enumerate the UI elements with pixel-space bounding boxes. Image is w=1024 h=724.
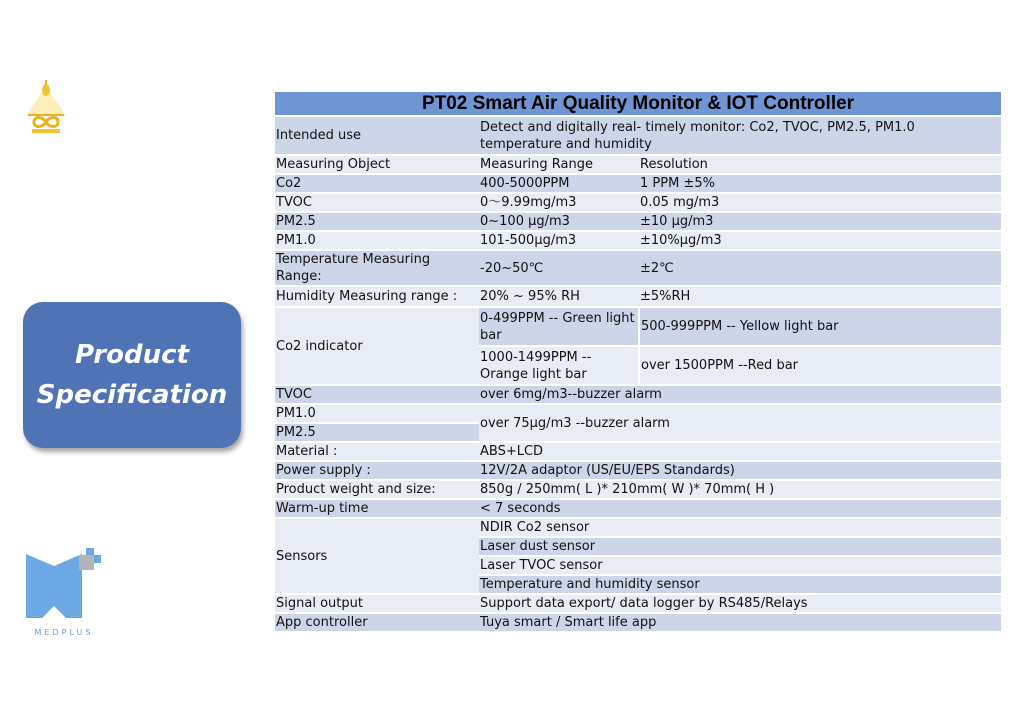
specification-table [275, 92, 1001, 633]
co2-level-green: 0-499PPM -- Green light bar [479, 307, 639, 346]
row-label: TVOC [275, 385, 479, 404]
row-value: Detect and digitally real- timely monitor: Co2, TVOC, PM2.5, PM1.0 temperature and humidity [479, 116, 1001, 155]
co2-level-yellow: 500-999PPM -- Yellow light bar [639, 307, 1001, 346]
badge-line-1: Product [75, 340, 189, 370]
row-label: Sensors [275, 518, 479, 594]
row-resolution: 0.05 mg/m3 [639, 193, 1001, 212]
sensor-item: Temperature and humidity sensor [479, 575, 1001, 594]
row-resolution: ±5%RH [639, 286, 1001, 307]
row-resolution: ±2℃ [639, 250, 1001, 286]
column-header-range: Measuring Range [479, 155, 639, 174]
row-range: 0～9.99mg/m3 [479, 193, 639, 212]
table-row-co2-indicator-1 [275, 307, 1001, 346]
row-range: 400-5000PPM [479, 174, 639, 193]
column-header-resolution: Resolution [639, 155, 1001, 174]
table-row-weight-size [275, 480, 1001, 499]
row-label: Product weight and size: [275, 480, 479, 499]
row-label: PM1.0 [275, 404, 479, 423]
table-row-app-controller [275, 613, 1001, 632]
sensor-item: Laser TVOC sensor [479, 556, 1001, 575]
row-resolution: ±10 µg/m3 [639, 212, 1001, 231]
co2-level-red: over 1500PPM --Red bar [639, 346, 1001, 385]
row-label: Signal output [275, 594, 479, 613]
table-row-warmup [275, 499, 1001, 518]
row-label: App controller [275, 613, 479, 632]
row-label: Material : [275, 442, 479, 461]
row-label: TVOC [275, 193, 479, 212]
table-row-material [275, 442, 1001, 461]
row-value: Support data export/ data logger by RS485/Relays [479, 594, 1001, 613]
row-range: 101-500µg/m3 [479, 231, 639, 250]
row-label: Humidity Measuring range : [275, 286, 479, 307]
table-row-temperature [275, 250, 1001, 286]
row-value: Tuya smart / Smart life app [479, 613, 1001, 632]
sensor-item: Laser dust sensor [479, 537, 1001, 556]
table-row-measure-header [275, 155, 1001, 174]
row-label: Warm-up time [275, 499, 479, 518]
row-label: PM2.5 [275, 212, 479, 231]
co2-level-orange: 1000-1499PPM -- Orange light bar [479, 346, 639, 385]
sensor-item: NDIR Co2 sensor [479, 518, 1001, 537]
row-range: -20~50℃ [479, 250, 639, 286]
table-row-intended-use [275, 116, 1001, 155]
table-row-power-supply [275, 461, 1001, 480]
table-row-signal-output [275, 594, 1001, 613]
crown-infinity-logo-icon [20, 78, 72, 134]
row-resolution: ±10%µg/m3 [639, 231, 1001, 250]
row-value: over 75µg/m3 --buzzer alarm [479, 404, 1001, 442]
row-label: Temperature Measuring Range: [275, 250, 479, 286]
column-header-object: Measuring Object [275, 155, 479, 174]
row-label: Co2 indicator [275, 307, 479, 385]
table-row-co2 [275, 174, 1001, 193]
row-value: < 7 seconds [479, 499, 1001, 518]
table-row-tvoc-alarm [275, 385, 1001, 404]
table-row-pm10-alarm [275, 404, 1001, 423]
row-value: over 6mg/m3--buzzer alarm [479, 385, 1001, 404]
row-label: Co2 [275, 174, 479, 193]
table-row-pm10 [275, 231, 1001, 250]
medplus-m-plus-icon [24, 546, 104, 626]
row-resolution: 1 PPM ±5% [639, 174, 1001, 193]
row-value: 12V/2A adaptor (US/EU/EPS Standards) [479, 461, 1001, 480]
table-row-tvoc [275, 193, 1001, 212]
medplus-wordmark: MEDPLUS [34, 628, 94, 637]
table-row-pm25 [275, 212, 1001, 231]
row-value: 850g / 250mm( L )* 210mm( W )* 70mm( H ) [479, 480, 1001, 499]
row-range: 0~100 µg/m3 [479, 212, 639, 231]
table-title: PT02 Smart Air Quality Monitor & IOT Controller [275, 92, 1001, 116]
table-row-sensor-1 [275, 518, 1001, 537]
row-label: Power supply : [275, 461, 479, 480]
row-label: PM1.0 [275, 231, 479, 250]
row-label: Intended use [275, 116, 479, 155]
product-specification-badge [23, 302, 241, 448]
row-value: ABS+LCD [479, 442, 1001, 461]
badge-line-2: Specification [36, 380, 228, 410]
row-range: 20% ~ 95% RH [479, 286, 639, 307]
row-label: PM2.5 [275, 423, 479, 442]
table-row-humidity [275, 286, 1001, 307]
medplus-logo [24, 546, 104, 642]
